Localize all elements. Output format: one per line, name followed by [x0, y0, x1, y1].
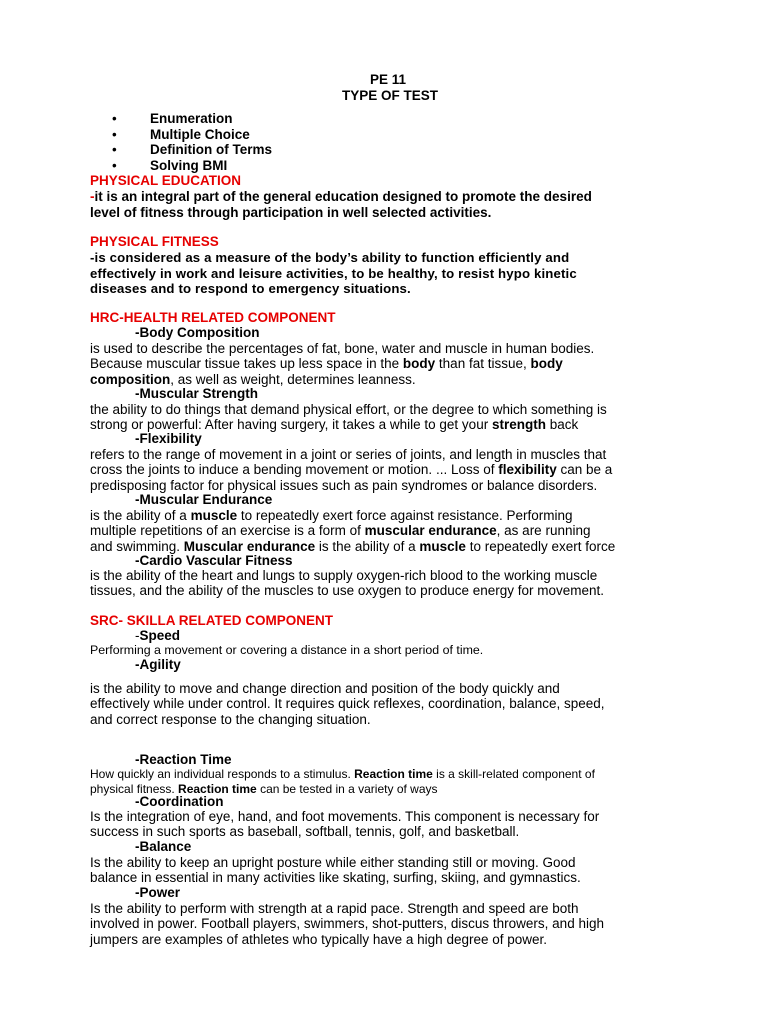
section-heading: SRC- SKILLA RELATED COMPONENT	[90, 613, 333, 628]
physical-education-section	[90, 173, 690, 220]
paragraph: How quickly an individual responds to a stimulus. Reaction time is a skill-related component of physical fitness. Reaction time can be tested in a variety of ways	[90, 767, 595, 796]
subheading: -Balance	[135, 839, 192, 854]
paragraph: Is the ability to perform with strength at a rapid pace. Strength and speed are both involved in power. Football players, swimmers, shot-putters, discus throwers, and high jumpers are examples of athletes who typically have a high degree of power.	[90, 901, 604, 947]
subheading: -Power	[135, 885, 181, 900]
paragraph: Is the ability to keep an upright posture while either standing still or moving. Good balance in essential in many activities like skating, surfing, skiing, and gymnastics.	[90, 855, 581, 886]
subheading: -Muscular Endurance	[135, 492, 273, 507]
section-heading: PHYSICAL FITNESS	[90, 234, 219, 249]
paragraph: refers to the range of movement in a joint or series of joints, and length in muscles that cross the joints to induce a bending movement or motion. ... Loss of flexibility can be a predisposing factor for physical issues such as pain syndromes or balance disorders.	[90, 447, 613, 493]
subheading: -Speed	[135, 628, 181, 643]
definition: -is considered as a measure of the body’s ability to function efficiently and effectively in work and leisure activities, to be healthy, to resist hypo kinetic diseases and to respond to emergency situations.	[90, 250, 577, 296]
paragraph: is the ability of the heart and lungs to supply oxygen-rich blood to the working muscle tissues, and the ability of the muscles to use oxygen to produce energy for movement.	[90, 568, 605, 599]
list-item: • Definition of Terms	[112, 142, 273, 158]
subheading: -Coordination	[135, 794, 224, 809]
paragraph: is the ability of a muscle to repeatedly exert force against resistance. Performing multiple repetitions of an exercise is a form of muscular endurance, as are running and swimming. Muscular endurance is the ability of a muscle to repeatedly exert force	[90, 508, 616, 554]
subheading: -Agility	[135, 657, 181, 672]
test-type-list	[112, 111, 272, 173]
subheading: -Flexibility	[135, 431, 202, 446]
paragraph: the ability to do things that demand physical effort, or the degree to which something is strong or powerful: After having surgery, it takes a while to get your strength back	[90, 402, 607, 433]
paragraph: Is the integration of eye, hand, and foot movements. This component is necessary for success in such sports as baseball, softball, tennis, golf, and basketball.	[90, 809, 600, 840]
physical-fitness-section	[90, 234, 690, 297]
subheading: -Body Composition	[135, 325, 260, 340]
page-title: PE 11	[369, 72, 407, 87]
definition: -it is an integral part of the general education designed to promote the desired level of fitness through participation in well selected activities.	[90, 189, 592, 220]
paragraph: is used to describe the percentages of fat, bone, water and muscle in human bodies. Because muscular tissue takes up less space in the body than fat tissue, body composition, as well as weight, determines leanness.	[90, 341, 595, 387]
list-item: • Solving BMI	[112, 157, 228, 173]
page-subtitle: TYPE OF TEST	[341, 88, 438, 103]
subheading: -Cardio Vascular Fitness	[135, 553, 293, 568]
section-heading: HRC-HEALTH RELATED COMPONENT	[90, 310, 336, 325]
bullet-icon: •	[112, 157, 117, 173]
section-heading: PHYSICAL EDUCATION	[90, 173, 242, 188]
paragraph: Performing a movement or covering a distance in a short period of time.	[90, 643, 484, 657]
subheading: -Muscular Strength	[135, 386, 259, 401]
list-item: • Multiple Choice	[112, 126, 250, 142]
bullet-icon: •	[112, 142, 117, 158]
bullet-icon: •	[112, 111, 117, 126]
list-item: • Enumeration	[112, 111, 233, 126]
bullet-icon: •	[112, 126, 117, 142]
paragraph: is the ability to move and change direction and position of the body quickly and effectively while under control. It requires quick reflexes, coordination, balance, speed, and correct response to the changing situation.	[90, 681, 605, 727]
subheading: -Reaction Time	[135, 752, 232, 767]
